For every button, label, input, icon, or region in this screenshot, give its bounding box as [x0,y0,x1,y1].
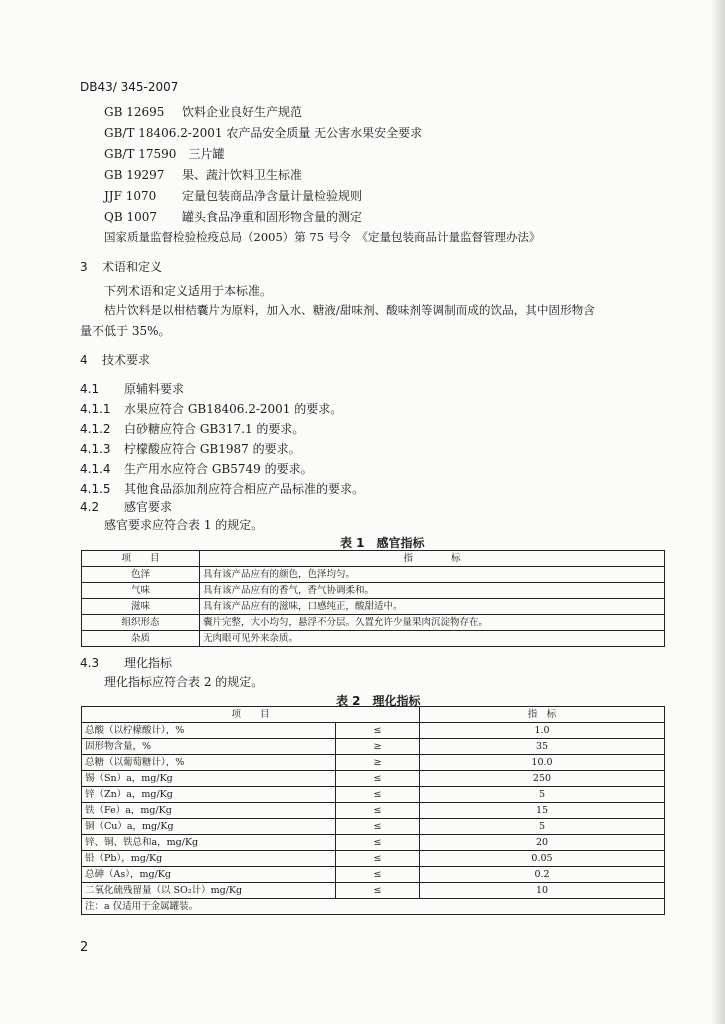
table-row [82,723,665,739]
physicochemical-table [81,706,665,915]
subsection-4-2-intro: 感官要求应符合表 1 的规定。 [104,518,264,532]
reference-item: GB 19297 果、蔬汁饮料卫生标准 [104,168,303,182]
table-row [82,567,665,583]
table-row [82,819,665,835]
section-3-intro: 下列术语和定义适用于本标准。 [104,284,273,298]
table-row [82,835,665,851]
table-cell-spec: 具有该产品应有的颜色，色泽均匀。 [200,567,665,583]
requirement-item: 4.1.3 柠檬酸应符合 GB1987 的要求。 [80,442,301,456]
table-cell-operator: ≤ [336,851,420,867]
table-cell-spec: 具有该产品应有的滋味，口感纯正，酸甜适中。 [200,599,665,615]
table-cell-value: 0.2 [420,867,665,883]
table-cell-operator: ≤ [336,835,420,851]
table-row [82,599,665,615]
reference-item: JJF 1070 定量包装商品净含量计量检验规则 [104,189,363,203]
table-cell-item: 组织形态 [82,615,200,631]
table-row [82,803,665,819]
table-cell-value: 10.0 [420,755,665,771]
table-header-cell: 项 目 [82,707,420,723]
table-cell-operator: ≥ [336,755,420,771]
reference-item: GB/T 18406.2-2001 农产品安全质量 无公害水果安全要求 [104,126,423,140]
table-row [82,631,665,647]
document-code: DB43/ 345-2007 [80,80,179,94]
subsection-4-2-heading: 4.2 感官要求 [80,500,173,514]
table-header-cell: 指 标 [420,707,665,723]
table-cell-operator: ≤ [336,723,420,739]
table-row [82,787,665,803]
table-header-row [82,707,665,723]
table-cell-item: 锌、铜、铁总和a，mg/Kg [82,835,336,851]
table-row [82,755,665,771]
table-cell-item: 铅（Pb），mg/Kg [82,851,336,867]
table-header-cell: 项 目 [82,551,200,567]
table-1-caption: 表 1 感官指标 [340,536,425,550]
subsection-4-3-heading: 4.3 理化指标 [80,656,173,670]
subsection-4-1-heading: 4.1 原辅料要求 [80,382,185,396]
table-row [82,615,665,631]
table-header-cell: 指 标 [200,551,665,567]
sensory-table [81,550,665,647]
page-number: 2 [80,940,89,955]
table-cell-item: 总糖（以葡萄糖计），% [82,755,336,771]
table-cell-value: 5 [420,819,665,835]
table-cell-item: 锌（Zn）a，mg/Kg [82,787,336,803]
table-cell-value: 15 [420,803,665,819]
table-cell-value: 10 [420,883,665,899]
table-cell-item: 锡（Sn）a，mg/Kg [82,771,336,787]
table-cell-value: 250 [420,771,665,787]
requirement-item: 4.1.1 水果应符合 GB18406.2-2001 的要求。 [80,402,343,416]
table-cell-item: 杂质 [82,631,200,647]
section-4-heading: 4 技术要求 [80,353,151,367]
table-cell-spec: 囊片完整，大小均匀，悬浮不分层。久置允许少量果肉沉淀物存在。 [200,615,665,631]
table-cell-operator: ≤ [336,819,420,835]
table-cell-operator: ≤ [336,787,420,803]
table-cell-operator: ≤ [336,803,420,819]
scan-edge-shadow [711,0,725,1024]
reference-item: GB 12695 饮料企业良好生产规范 [104,105,303,119]
table-cell-value: 0.05 [420,851,665,867]
table-note-row [82,899,665,915]
definition-line-2: 量不低于 35%。 [80,324,171,338]
table-cell-item: 铁（Fe）a，mg/Kg [82,803,336,819]
table-cell-item: 总酸（以柠檬酸计），% [82,723,336,739]
table-cell-item: 固形物含量，% [82,739,336,755]
table-row [82,867,665,883]
table-row [82,771,665,787]
table-cell-item: 滋味 [82,599,200,615]
table-row [82,883,665,899]
definition-line-1: 桔片饮料是以柑桔囊片为原料，加入水、糖液/甜味剂、酸味剂等调制而成的饮品，其中固形物含 [104,303,595,317]
reference-item: GB/T 17590 三片罐 [104,147,225,161]
table-cell-value: 35 [420,739,665,755]
reference-item: 国家质量监督检验检疫总局（2005）第 75 号令 《定量包装商品计量监督管理办法》 [104,230,541,244]
table-cell-operator: ≥ [336,739,420,755]
table-cell-item: 总砷（As），mg/Kg [82,867,336,883]
table-cell-operator: ≤ [336,883,420,899]
table-row [82,739,665,755]
table-cell-operator: ≤ [336,867,420,883]
table-cell-item: 气味 [82,583,200,599]
table-2-caption: 表 2 理化指标 [336,694,421,708]
table-row [82,851,665,867]
section-3-heading: 3 术语和定义 [80,260,163,274]
table-cell-item: 铜（Cu）a，mg/Kg [82,819,336,835]
reference-item: QB 1007 罐头食品净重和固形物含量的测定 [104,210,363,224]
table-cell-item: 二氧化硫残留量（以 SO₂计）mg/Kg [82,883,336,899]
table-cell-spec: 具有该产品应有的香气，香气协调柔和。 [200,583,665,599]
subsection-4-3-intro: 理化指标应符合表 2 的规定。 [104,675,264,689]
table-cell-operator: ≤ [336,771,420,787]
table-cell-spec: 无肉眼可见外来杂质。 [200,631,665,647]
table-cell-value: 5 [420,787,665,803]
table-note: 注：a 仅适用于金属罐装。 [82,899,665,915]
requirement-item: 4.1.2 白砂糖应符合 GB317.1 的要求。 [80,422,305,436]
requirement-item: 4.1.5 其他食品添加剂应符合相应产品标准的要求。 [80,482,365,496]
table-cell-value: 20 [420,835,665,851]
requirement-item: 4.1.4 生产用水应符合 GB5749 的要求。 [80,462,313,476]
table-cell-item: 色泽 [82,567,200,583]
table-header-row [82,551,665,567]
table-cell-value: 1.0 [420,723,665,739]
table-row [82,583,665,599]
